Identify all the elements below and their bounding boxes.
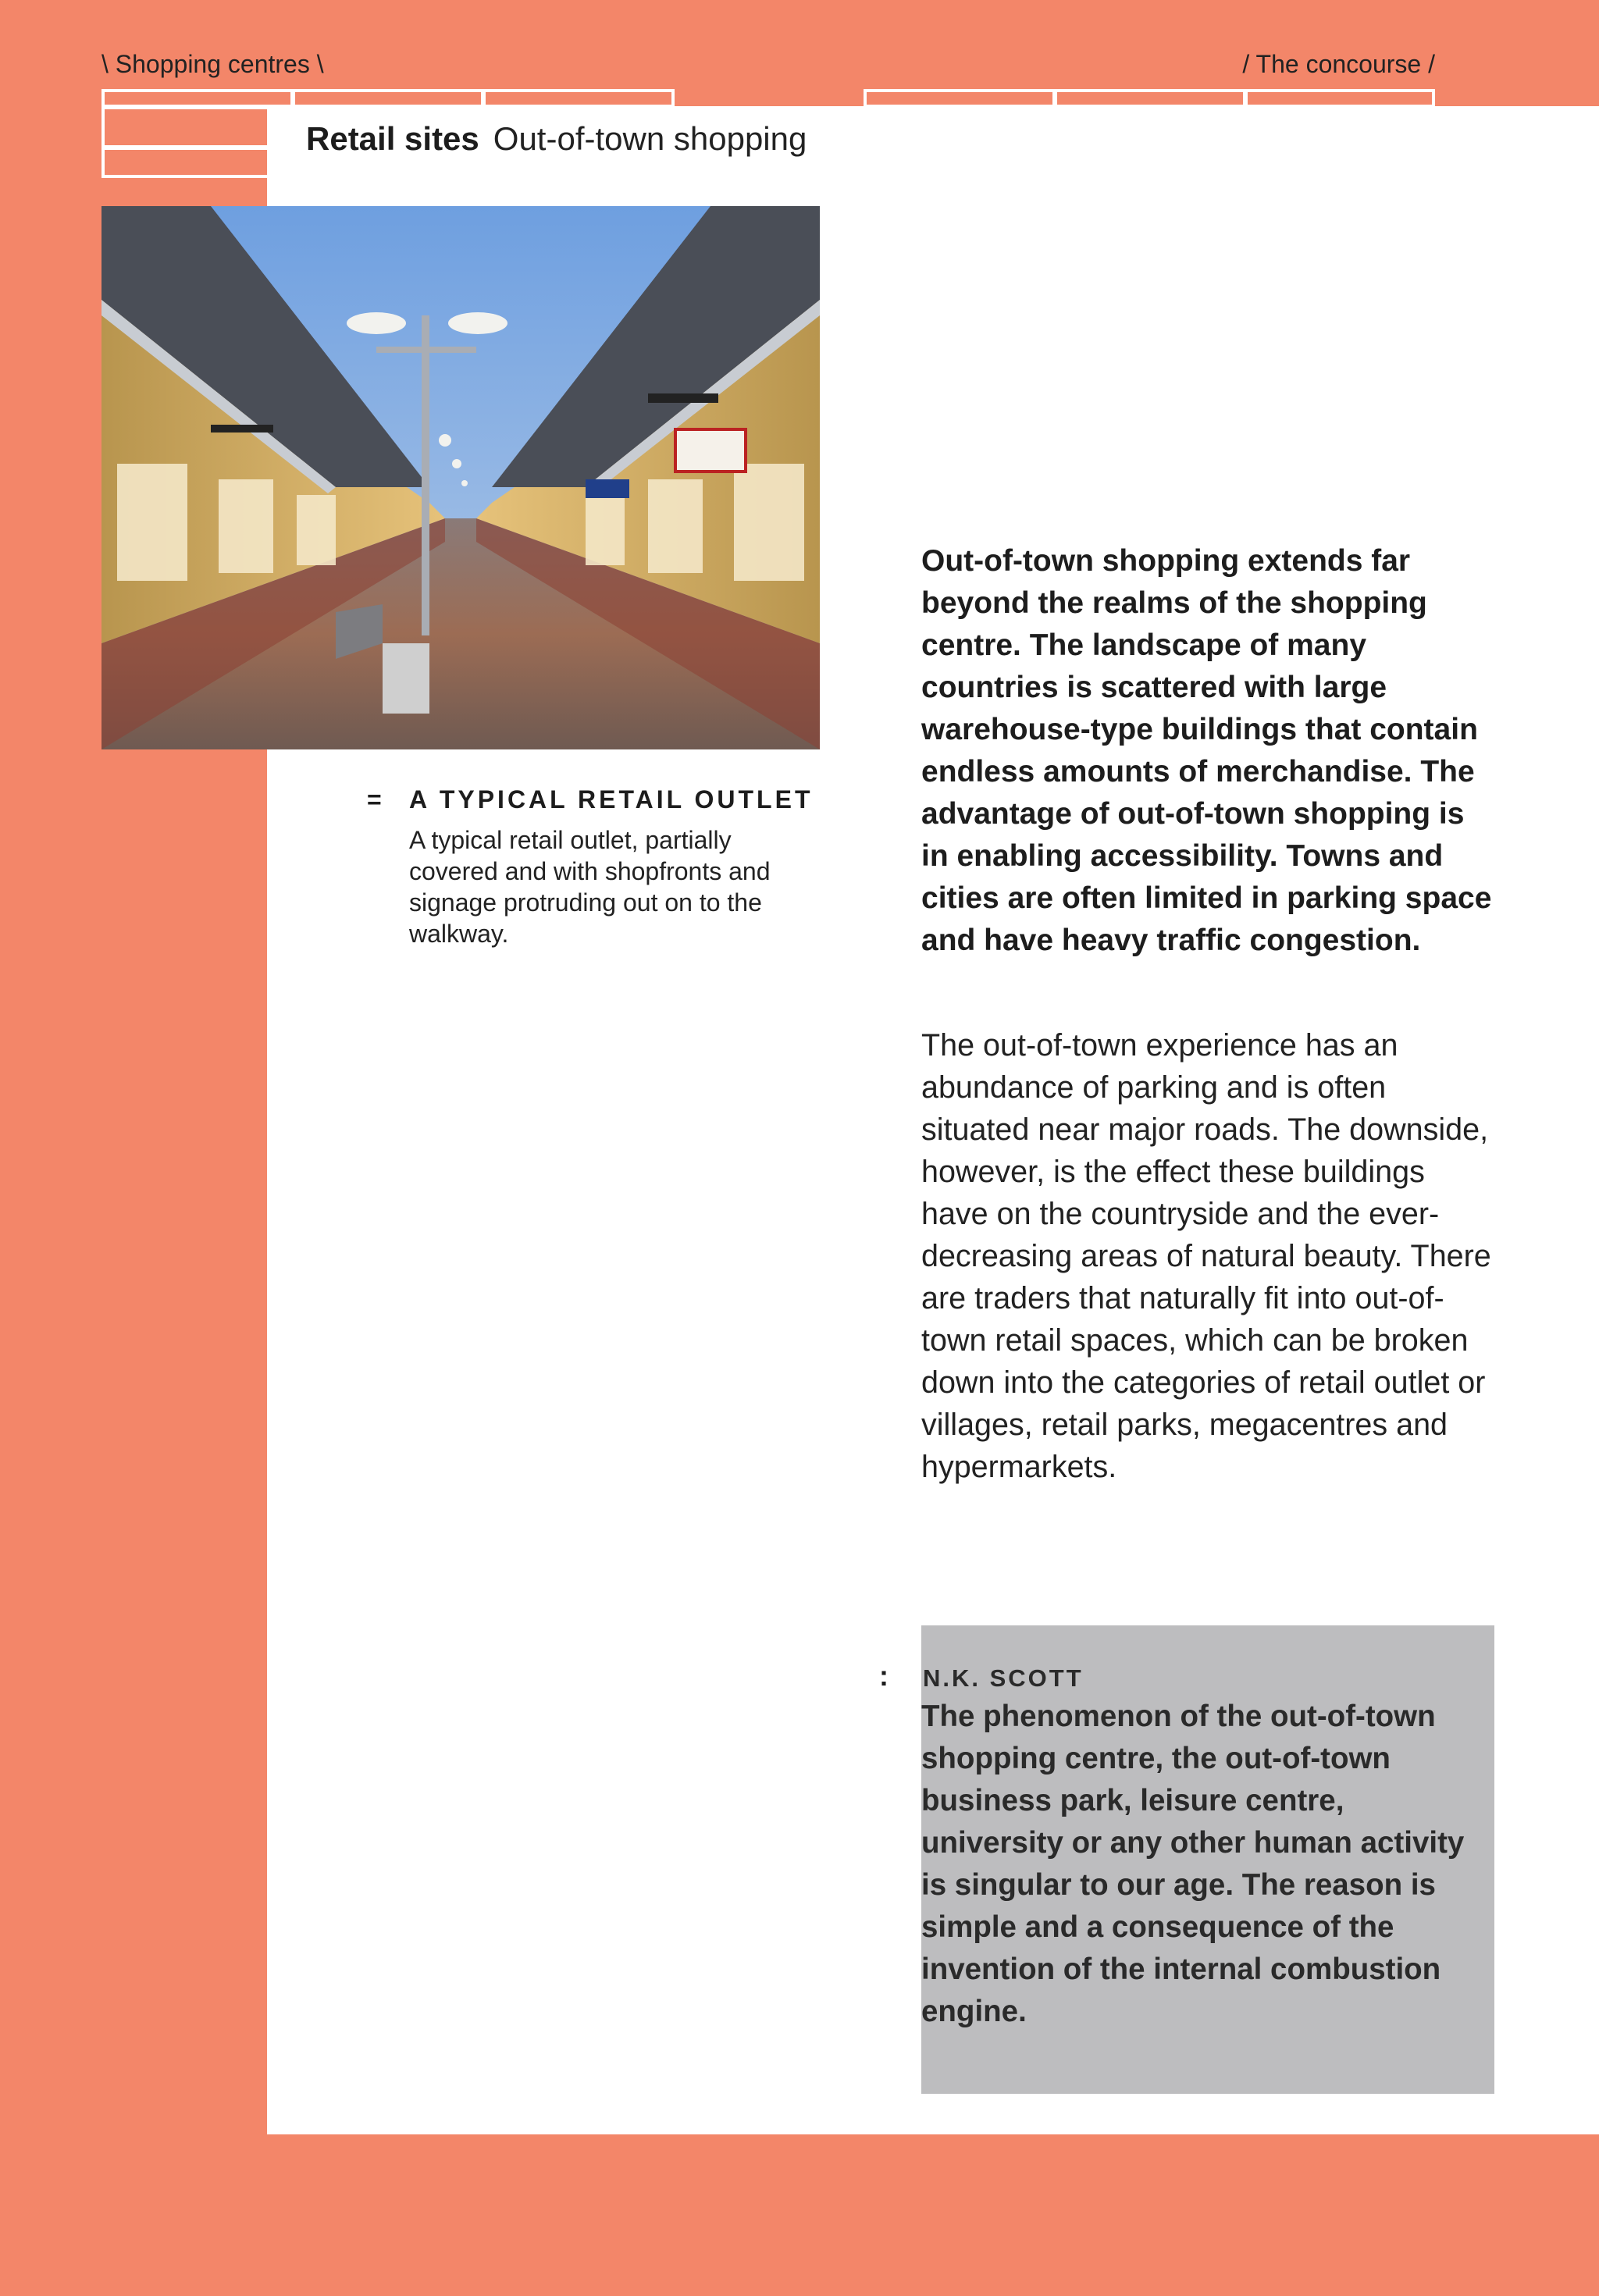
running-head-left: \ Shopping centres \ <box>101 50 324 78</box>
quote-text: The phenomenon of the out-of-town shopping centre, the out-of-town business park, leisure centre, university or any other human activity is singular to our age. The reason is simple and a consequence of the invention of the internal combustion engine. <box>921 1700 1465 2028</box>
caption-marker: = <box>367 785 382 813</box>
retail-outlet-photo <box>101 206 820 749</box>
section-label: Retail sites <box>306 120 479 157</box>
grid-box <box>1245 89 1435 108</box>
grid-box <box>101 147 270 178</box>
grid-box <box>1054 89 1246 108</box>
caption-title: A TYPICAL RETAIL OUTLET <box>409 785 814 813</box>
section-subtitle: Out-of-town shopping <box>493 120 807 157</box>
quote-marker: : <box>879 1660 889 1692</box>
grid-box <box>101 89 294 108</box>
grid-box <box>864 89 1056 108</box>
quote-author: N.K. SCOTT <box>923 1664 1084 1692</box>
lead-paragraph: Out-of-town shopping extends far beyond the realms of the shopping centre. The landscape of many countries is scattered with large warehouse-type buildings that contain endless amounts of merchandise. The advantage of out-of-town shopping is in enabling accessibility. Towns and cities are often limited in parking space and have heavy traffic congestion. <box>921 544 1492 957</box>
running-head-right: / The concourse / <box>1242 50 1435 78</box>
grid-box <box>292 89 484 108</box>
grid-box <box>483 89 675 108</box>
grid-box <box>101 106 270 148</box>
caption-body: A typical retail outlet, partially covered and with shopfronts and signage protruding out on to the walkway. <box>409 826 771 948</box>
body-paragraph: The out-of-town experience has an abundance of parking and is often situated near major roads. The downside, however, is the effect these buildings have on the countryside and the ever-decreasing areas of natural beauty. There are traders that naturally fit into out-of-town retail spaces, which can be broken down into the categories of retail outlet or villages, retail parks, megacentres and hypermarkets. <box>921 1028 1491 1484</box>
section-header <box>306 117 807 161</box>
photo-illustration <box>101 206 820 749</box>
